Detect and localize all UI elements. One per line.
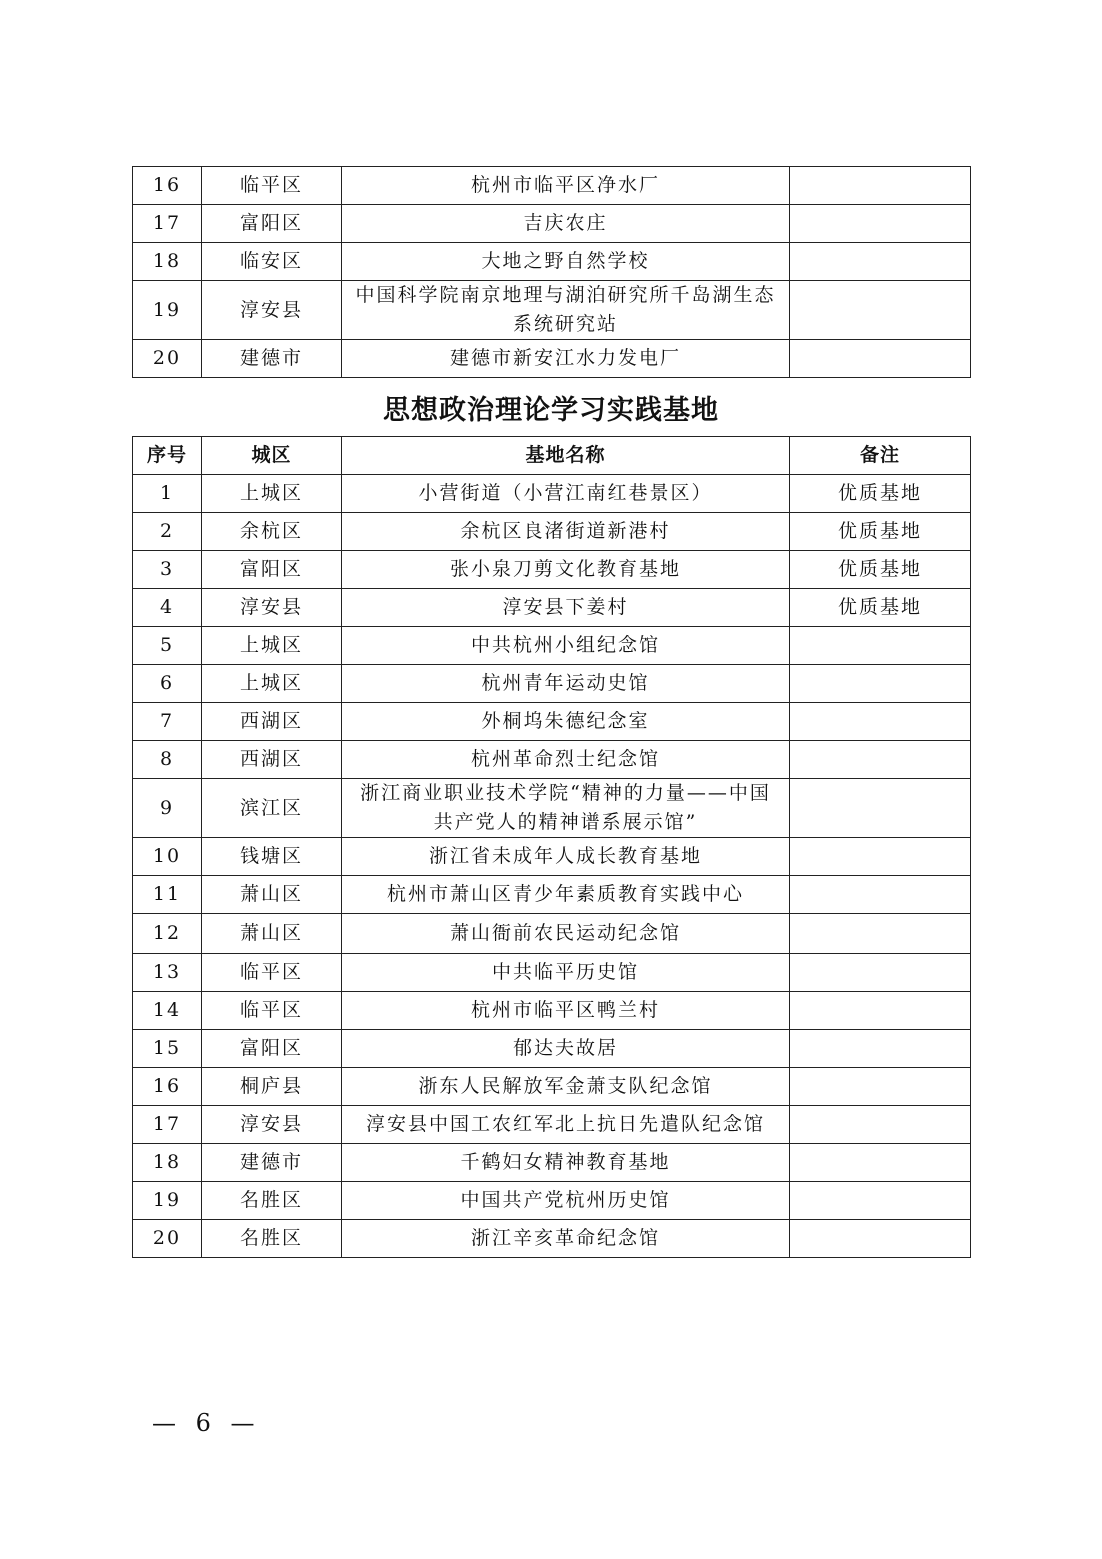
row-number: 16 bbox=[133, 1068, 202, 1106]
row-number: 1 bbox=[133, 475, 202, 513]
row-note bbox=[790, 1220, 971, 1258]
row-note bbox=[790, 838, 971, 876]
row-district: 钱塘区 bbox=[202, 838, 342, 876]
row-number: 10 bbox=[133, 838, 202, 876]
continued-base-table bbox=[132, 166, 971, 378]
row-base-name: 中共杭州小组纪念馆 bbox=[342, 627, 790, 665]
row-note bbox=[790, 954, 971, 992]
row-note bbox=[790, 1144, 971, 1182]
row-note bbox=[790, 281, 971, 340]
table-row bbox=[133, 1106, 971, 1144]
row-number: 3 bbox=[133, 551, 202, 589]
table-header-row bbox=[133, 437, 971, 475]
row-note bbox=[790, 741, 971, 779]
table-row bbox=[133, 838, 971, 876]
row-district: 余杭区 bbox=[202, 513, 342, 551]
row-base-name: 中国共产党杭州历史馆 bbox=[342, 1182, 790, 1220]
row-district: 临平区 bbox=[202, 954, 342, 992]
table-row bbox=[133, 281, 971, 340]
row-number: 18 bbox=[133, 1144, 202, 1182]
row-district: 名胜区 bbox=[202, 1220, 342, 1258]
table-row bbox=[133, 954, 971, 992]
row-district: 富阳区 bbox=[202, 1030, 342, 1068]
row-base-name: 杭州青年运动史馆 bbox=[342, 665, 790, 703]
row-note bbox=[790, 1182, 971, 1220]
row-number: 7 bbox=[133, 703, 202, 741]
row-district: 滨江区 bbox=[202, 779, 342, 838]
row-number: 6 bbox=[133, 665, 202, 703]
row-note bbox=[790, 779, 971, 838]
row-base-name: 小营街道（小营江南红巷景区） bbox=[342, 475, 790, 513]
row-number: 5 bbox=[133, 627, 202, 665]
row-number: 19 bbox=[133, 281, 202, 340]
header-base-name: 基地名称 bbox=[342, 437, 790, 475]
row-district: 上城区 bbox=[202, 627, 342, 665]
row-note: 优质基地 bbox=[790, 589, 971, 627]
row-district: 上城区 bbox=[202, 475, 342, 513]
row-note bbox=[790, 627, 971, 665]
row-base-name: 郁达夫故居 bbox=[342, 1030, 790, 1068]
row-note bbox=[790, 243, 971, 281]
row-note bbox=[790, 1030, 971, 1068]
row-number: 8 bbox=[133, 741, 202, 779]
table-row bbox=[133, 1220, 971, 1258]
row-number: 19 bbox=[133, 1182, 202, 1220]
row-base-name: 淳安县中国工农红军北上抗日先遣队纪念馆 bbox=[342, 1106, 790, 1144]
table-row bbox=[133, 205, 971, 243]
table-row bbox=[133, 665, 971, 703]
row-district: 建德市 bbox=[202, 1144, 342, 1182]
table-row bbox=[133, 914, 971, 954]
table-row bbox=[133, 589, 971, 627]
row-district: 萧山区 bbox=[202, 876, 342, 914]
row-base-name: 吉庆农庄 bbox=[342, 205, 790, 243]
table-row bbox=[133, 703, 971, 741]
row-district: 淳安县 bbox=[202, 281, 342, 340]
row-number: 12 bbox=[133, 914, 202, 954]
row-base-name: 大地之野自然学校 bbox=[342, 243, 790, 281]
row-district: 临平区 bbox=[202, 167, 342, 205]
row-base-name: 萧山衙前农民运动纪念馆 bbox=[342, 914, 790, 954]
table-row bbox=[133, 167, 971, 205]
row-number: 4 bbox=[133, 589, 202, 627]
table-row bbox=[133, 1068, 971, 1106]
row-number: 13 bbox=[133, 954, 202, 992]
row-district: 淳安县 bbox=[202, 589, 342, 627]
row-district: 上城区 bbox=[202, 665, 342, 703]
row-base-name: 千鹤妇女精神教育基地 bbox=[342, 1144, 790, 1182]
row-base-name: 淳安县下姜村 bbox=[342, 589, 790, 627]
row-district: 临安区 bbox=[202, 243, 342, 281]
row-district: 桐庐县 bbox=[202, 1068, 342, 1106]
row-note bbox=[790, 665, 971, 703]
row-note bbox=[790, 205, 971, 243]
page-number: — 6 — bbox=[152, 1409, 261, 1437]
row-note: 优质基地 bbox=[790, 551, 971, 589]
row-base-name: 余杭区良渚街道新港村 bbox=[342, 513, 790, 551]
row-note bbox=[790, 167, 971, 205]
row-district: 西湖区 bbox=[202, 741, 342, 779]
table-row bbox=[133, 741, 971, 779]
row-base-name: 中国科学院南京地理与湖泊研究所千岛湖生态系统研究站 bbox=[342, 281, 790, 340]
row-number: 17 bbox=[133, 1106, 202, 1144]
row-number: 2 bbox=[133, 513, 202, 551]
header-district: 城区 bbox=[202, 437, 342, 475]
row-note bbox=[790, 1068, 971, 1106]
table-row bbox=[133, 779, 971, 838]
row-district: 建德市 bbox=[202, 340, 342, 378]
table-row bbox=[133, 876, 971, 914]
row-base-name: 杭州市萧山区青少年素质教育实践中心 bbox=[342, 876, 790, 914]
section-title: 思想政治理论学习实践基地 bbox=[383, 395, 719, 426]
table-row bbox=[133, 340, 971, 378]
table-row bbox=[133, 1144, 971, 1182]
row-base-name: 杭州市临平区净水厂 bbox=[342, 167, 790, 205]
table-row bbox=[133, 513, 971, 551]
table-row bbox=[133, 992, 971, 1030]
row-note bbox=[790, 340, 971, 378]
row-base-name: 张小泉刀剪文化教育基地 bbox=[342, 551, 790, 589]
row-note bbox=[790, 703, 971, 741]
row-note bbox=[790, 992, 971, 1030]
row-district: 临平区 bbox=[202, 992, 342, 1030]
header-number: 序号 bbox=[133, 437, 202, 475]
header-note: 备注 bbox=[790, 437, 971, 475]
row-number: 17 bbox=[133, 205, 202, 243]
row-note bbox=[790, 914, 971, 954]
table-row bbox=[133, 1182, 971, 1220]
row-base-name: 浙江辛亥革命纪念馆 bbox=[342, 1220, 790, 1258]
row-number: 16 bbox=[133, 167, 202, 205]
row-number: 20 bbox=[133, 1220, 202, 1258]
row-district: 名胜区 bbox=[202, 1182, 342, 1220]
table-row bbox=[133, 627, 971, 665]
row-base-name: 杭州市临平区鸭兰村 bbox=[342, 992, 790, 1030]
row-note: 优质基地 bbox=[790, 475, 971, 513]
table-row bbox=[133, 243, 971, 281]
table-row bbox=[133, 551, 971, 589]
row-number: 14 bbox=[133, 992, 202, 1030]
row-base-name: 杭州革命烈士纪念馆 bbox=[342, 741, 790, 779]
row-district: 富阳区 bbox=[202, 551, 342, 589]
row-note bbox=[790, 876, 971, 914]
row-district: 淳安县 bbox=[202, 1106, 342, 1144]
row-base-name: 浙东人民解放军金萧支队纪念馆 bbox=[342, 1068, 790, 1106]
theory-study-base-table bbox=[132, 436, 971, 1258]
table-row bbox=[133, 1030, 971, 1068]
row-district: 萧山区 bbox=[202, 914, 342, 954]
row-note: 优质基地 bbox=[790, 513, 971, 551]
row-number: 11 bbox=[133, 876, 202, 914]
row-number: 9 bbox=[133, 779, 202, 838]
row-district: 富阳区 bbox=[202, 205, 342, 243]
row-number: 20 bbox=[133, 340, 202, 378]
row-base-name: 建德市新安江水力发电厂 bbox=[342, 340, 790, 378]
table-row bbox=[133, 475, 971, 513]
row-base-name: 浙江省未成年人成长教育基地 bbox=[342, 838, 790, 876]
row-base-name: 中共临平历史馆 bbox=[342, 954, 790, 992]
row-base-name: 浙江商业职业技术学院“精神的力量——中国共产党人的精神谱系展示馆” bbox=[342, 779, 790, 838]
row-note bbox=[790, 1106, 971, 1144]
row-base-name: 外桐坞朱德纪念室 bbox=[342, 703, 790, 741]
row-district: 西湖区 bbox=[202, 703, 342, 741]
row-number: 15 bbox=[133, 1030, 202, 1068]
row-number: 18 bbox=[133, 243, 202, 281]
